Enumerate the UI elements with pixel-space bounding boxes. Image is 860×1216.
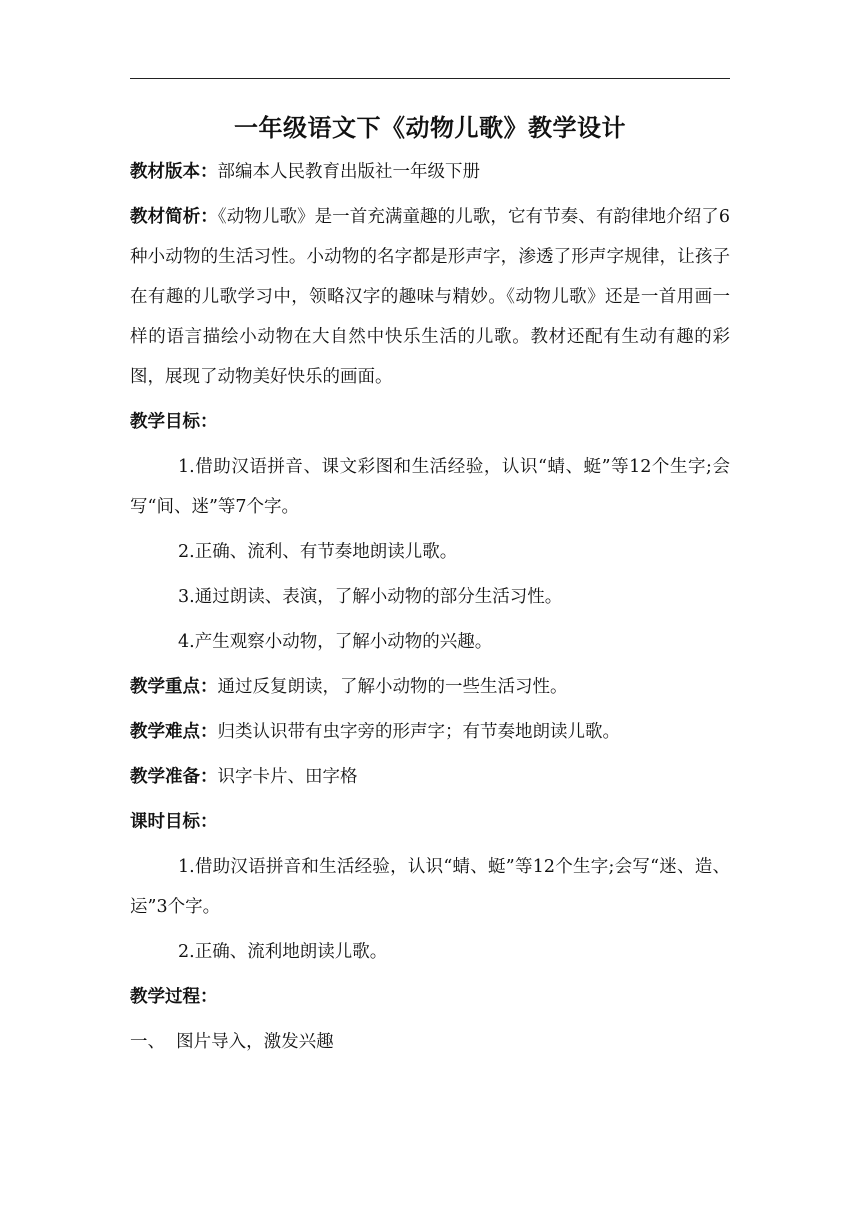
process-section-1: 一、 图片导入，激发兴趣 — [130, 1032, 334, 1052]
brief-label: 教材简析： — [130, 207, 218, 227]
goals-heading: 教学目标： — [130, 412, 218, 432]
edition-paragraph — [130, 152, 730, 192]
preparation-paragraph — [130, 757, 730, 797]
lesson-goals-heading: 课时目标： — [130, 812, 218, 832]
difficulty-paragraph — [130, 712, 730, 752]
lesson-goal-item: 2.正确、流利地朗读儿歌。 — [178, 942, 388, 962]
page-title: 一年级语文下《动物儿歌》教学设计 — [234, 114, 626, 142]
brief-text: 《动物儿歌》是一首充满童趣的儿歌，它有节奏、有韵律地介绍了6种小动物的生活习性。小动物的名字都是形声字，渗透了形声字规律，让孩子在有趣的儿歌学习中，领略汉字的趣味与精妙。《动物儿歌》还是一首用画一样的语言描绘小动物在大自然中快乐生活的儿歌。教材还配有生动有趣的彩图，展现了动物美好快乐的画面。 — [130, 207, 730, 387]
goal-item: 3.通过朗读、表演，了解小动物的部分生活习性。 — [178, 587, 563, 607]
difficulty-text: 归类认识带有虫字旁的形声字；有节奏地朗读儿歌。 — [217, 722, 620, 742]
preparation-label: 教学准备： — [130, 767, 218, 787]
header-rule — [130, 78, 730, 79]
goal-item: 2.正确、流利、有节奏地朗读儿歌。 — [178, 542, 458, 562]
key-point-label: 教学重点： — [130, 677, 218, 697]
document-body — [130, 152, 730, 1062]
difficulty-label: 教学难点： — [130, 722, 218, 742]
key-point-paragraph — [130, 667, 730, 707]
brief-paragraph — [130, 197, 730, 397]
edition-label: 教材版本： — [130, 162, 218, 182]
edition-text: 部编本人民教育出版社一年级下册 — [217, 162, 480, 182]
key-point-text: 通过反复朗读，了解小动物的一些生活习性。 — [217, 677, 568, 697]
process-heading: 教学过程： — [130, 987, 218, 1007]
goal-item: 1.借助汉语拼音、课文彩图和生活经验，认识“蜻、蜓”等12个生字;会写“间、迷”等7个字。 — [130, 457, 730, 517]
goal-item: 4.产生观察小动物，了解小动物的兴趣。 — [178, 632, 493, 652]
preparation-text: 识字卡片、田字格 — [217, 767, 358, 787]
lesson-goal-item: 1.借助汉语拼音和生活经验，认识“蜻、蜓”等12个生字;会写“迷、造、运”3个字。 — [130, 857, 730, 917]
